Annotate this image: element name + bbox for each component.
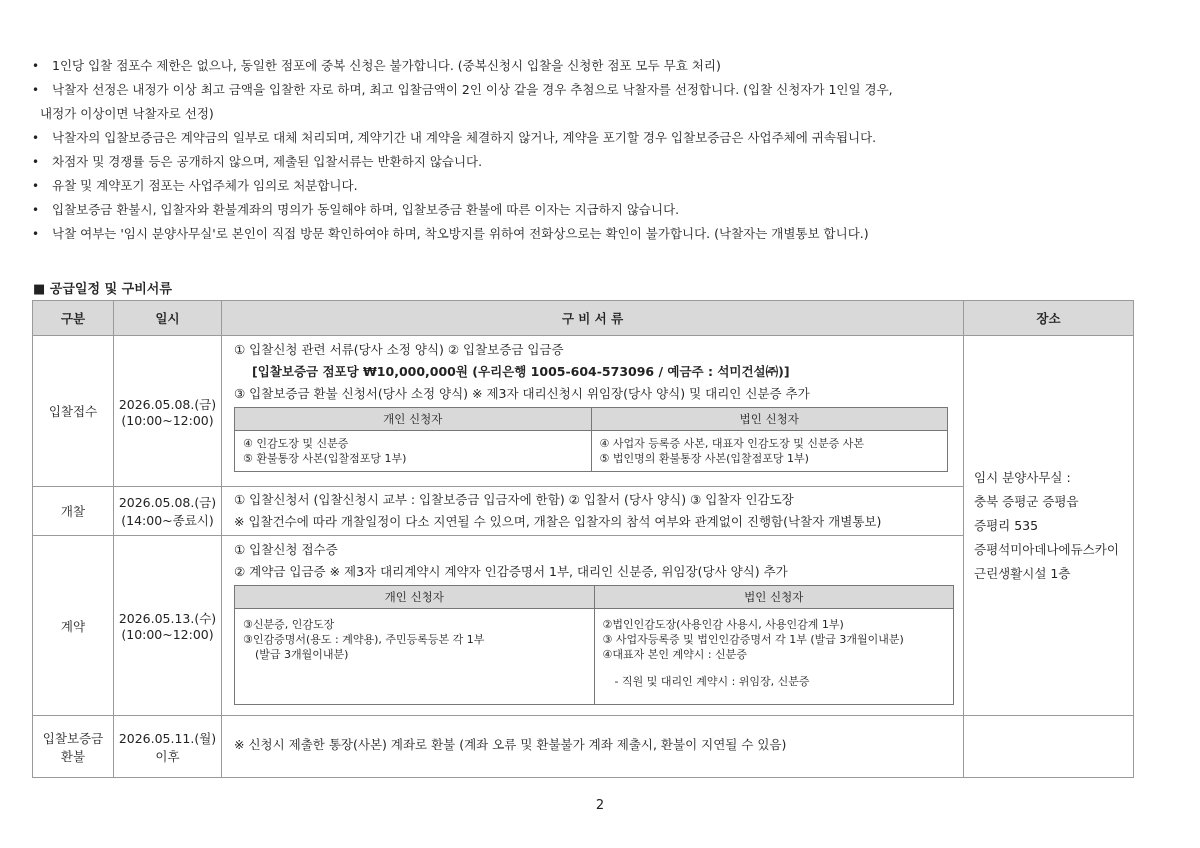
header-documents: 구 비 서 류 (222, 301, 964, 336)
contract-time: (10:00~12:00) (121, 627, 214, 642)
refund-label-cell (33, 716, 114, 778)
open-date: 2026.05.08.(금) (118, 495, 217, 510)
list-item: ④대표자 본인 계약시 : 신분증 (602, 648, 747, 661)
place-line: 근린생활시설 1층 (974, 565, 1071, 581)
notes-list (30, 54, 1140, 246)
open-line-2: ※ 입찰건수에 따라 개찰일정이 다소 지연될 수 있으며, 개찰은 입찰자의 참석 여부와 관계없이 진행함(낙찰자 개별통보) (234, 514, 882, 529)
bid-subtable (234, 407, 948, 472)
refund-date-cell (114, 716, 222, 778)
table-row-refund (33, 716, 1134, 778)
open-label: 개찰 (33, 487, 114, 536)
list-item: (발급 3개월이내분) (255, 648, 349, 661)
header-place: 장소 (964, 301, 1134, 336)
contract-line-1: ① 입찰신청 접수증 (234, 542, 338, 557)
contract-sub-head-person: 개인 신청자 (235, 586, 595, 609)
bid-person-docs (235, 431, 592, 472)
open-time: (14:00~종료시) (121, 513, 214, 528)
open-documents (222, 487, 964, 536)
refund-date: 2026.05.11.(월) (118, 730, 217, 746)
header-date: 일시 (114, 301, 222, 336)
note-item: • 입찰보증금 환불시, 입찰자와 환불계좌의 명의가 동일해야 하며, 입찰보증금 환불에 따른 이자는 지급하지 않습니다. (30, 198, 1140, 222)
place-line: 증평리 535 (974, 517, 1039, 533)
note-item: • 낙찰자의 입찰보증금은 계약금의 일부로 대체 처리되며, 계약기간 내 계약을 체결하지 않거나, 계약을 포기할 경우 입찰보증금은 사업주체에 귀속됩니다. (30, 126, 1140, 150)
refund-time: 이후 (155, 748, 180, 764)
list-item: ⑤ 법인명의 환불통장 사본(입찰점포당 1부) (599, 452, 809, 465)
bid-date: 2026.05.08.(금) (118, 396, 217, 412)
contract-person-docs (235, 609, 595, 705)
list-item: ④ 인감도장 및 신분증 (243, 437, 349, 450)
list-item: ⑤ 환불통장 사본(입찰점포당 1부) (243, 452, 407, 465)
contract-line-2: ② 계약금 입금증 ※ 제3자 대리계약시 계약자 인감증명서 1부, 대리인 신분증, 위임장(당사 양식) 추가 (234, 564, 788, 579)
open-date-cell (114, 487, 222, 536)
list-item: ③인감증명서(용도 : 계약용), 주민등록등본 각 1부 (243, 633, 485, 646)
schedule-table (32, 300, 1134, 778)
place-line: 충북 증평군 증평읍 (974, 493, 1079, 509)
bid-time: (10:00~12:00) (121, 412, 214, 428)
note-item: • 1인당 입찰 점포수 제한은 없으나, 동일한 점포에 중복 신청은 불가합니다. (중복신청시 입찰을 신청한 점포 모두 무효 처리) (30, 54, 1140, 78)
refund-label: 환불 (60, 748, 86, 764)
refund-place-cell (964, 716, 1134, 778)
contract-documents (222, 536, 964, 716)
refund-line-1: ※ 신청시 제출한 통장(사본) 계좌로 환불 (계좌 오류 및 환불불가 계좌 제출시, 환불이 지연될 수 있음) (234, 737, 787, 752)
refund-documents (222, 716, 964, 778)
table-row-bid (33, 336, 1134, 487)
bid-line-3: ③ 입찰보증금 환불 신청서(당사 소정 양식) ※ 제3자 대리신청시 위임장(당사 양식) 및 대리인 신분증 추가 (234, 386, 810, 401)
list-item: ③ 사업자등록증 및 법인인감증명서 각 1부 (발급 3개월이내분) (602, 633, 904, 646)
bid-documents (222, 336, 964, 487)
bid-date-cell (114, 336, 222, 487)
contract-date-cell (114, 536, 222, 716)
bid-sub-head-corp: 법인 신청자 (591, 408, 948, 431)
page-number: 2 (595, 798, 605, 813)
list-item: ④ 사업자 등록증 사본, 대표자 인감도장 및 신분증 사본 (599, 437, 864, 450)
note-item: • 유찰 및 계약포기 점포는 사업주체가 임의로 처분합니다. (30, 174, 1140, 198)
contract-sub-head-corp: 법인 신청자 (594, 586, 954, 609)
header-category: 구분 (33, 301, 114, 336)
place-line: 임시 분양사무실 : (974, 469, 1071, 485)
note-item-continued: 내정가 이상이면 낙찰자로 선정) (40, 106, 214, 121)
refund-label: 입찰보증금 (42, 730, 104, 746)
list-item: - 직원 및 대리인 계약시 : 위임장, 신분증 (614, 675, 810, 688)
bid-line-2: [입찰보증금 점포당 ₩10,000,000원 (우리은행 1005-604-573096 / 예금주 : 석미건설㈜)] (252, 364, 790, 379)
contract-date: 2026.05.13.(수) (118, 611, 217, 626)
note-item: • 낙찰자 선정은 내정가 이상 최고 금액을 입찰한 자로 하며, 최고 입찰금액이 2인 이상 같을 경우 추첨으로 낙찰자를 선정합니다. (입찰 신청자가 1인일 경우, (30, 78, 1140, 102)
bid-label: 입찰접수 (33, 336, 114, 487)
bid-line-1: ① 입찰신청 관련 서류(당사 소정 양식) ② 입찰보증금 입금증 (234, 342, 564, 357)
contract-corp-docs (594, 609, 954, 705)
open-line-1: ① 입찰신청서 (입찰신청시 교부 : 입찰보증금 입금자에 한함) ② 입찰서 (당사 양식) ③ 입찰자 인감도장 (234, 492, 794, 507)
note-item: • 차점자 및 경쟁률 등은 공개하지 않으며, 제출된 입찰서류는 반환하지 않습니다. (30, 150, 1140, 174)
contract-label: 계약 (33, 536, 114, 716)
bid-corp-docs (591, 431, 948, 472)
bid-sub-head-person: 개인 신청자 (235, 408, 592, 431)
table-header-row (33, 301, 1134, 336)
list-item: ②법인인감도장(사용인감 사용시, 사용인감계 1부) (602, 618, 844, 631)
contract-subtable (234, 585, 954, 705)
section-title: ■ 공급일정 및 구비서류 (33, 282, 172, 297)
place-line: 증평석미아데나에듀스카이 (974, 541, 1119, 557)
note-item: • 낙찰 여부는 '임시 분양사무실'로 본인이 직접 방문 확인하여야 하며, 착오방지를 위하여 전화상으로는 확인이 불가합니다. (낙찰자는 개별통보 합니다.) (30, 222, 1140, 246)
place-cell (964, 336, 1134, 716)
list-item: ③신분증, 인감도장 (243, 618, 335, 631)
